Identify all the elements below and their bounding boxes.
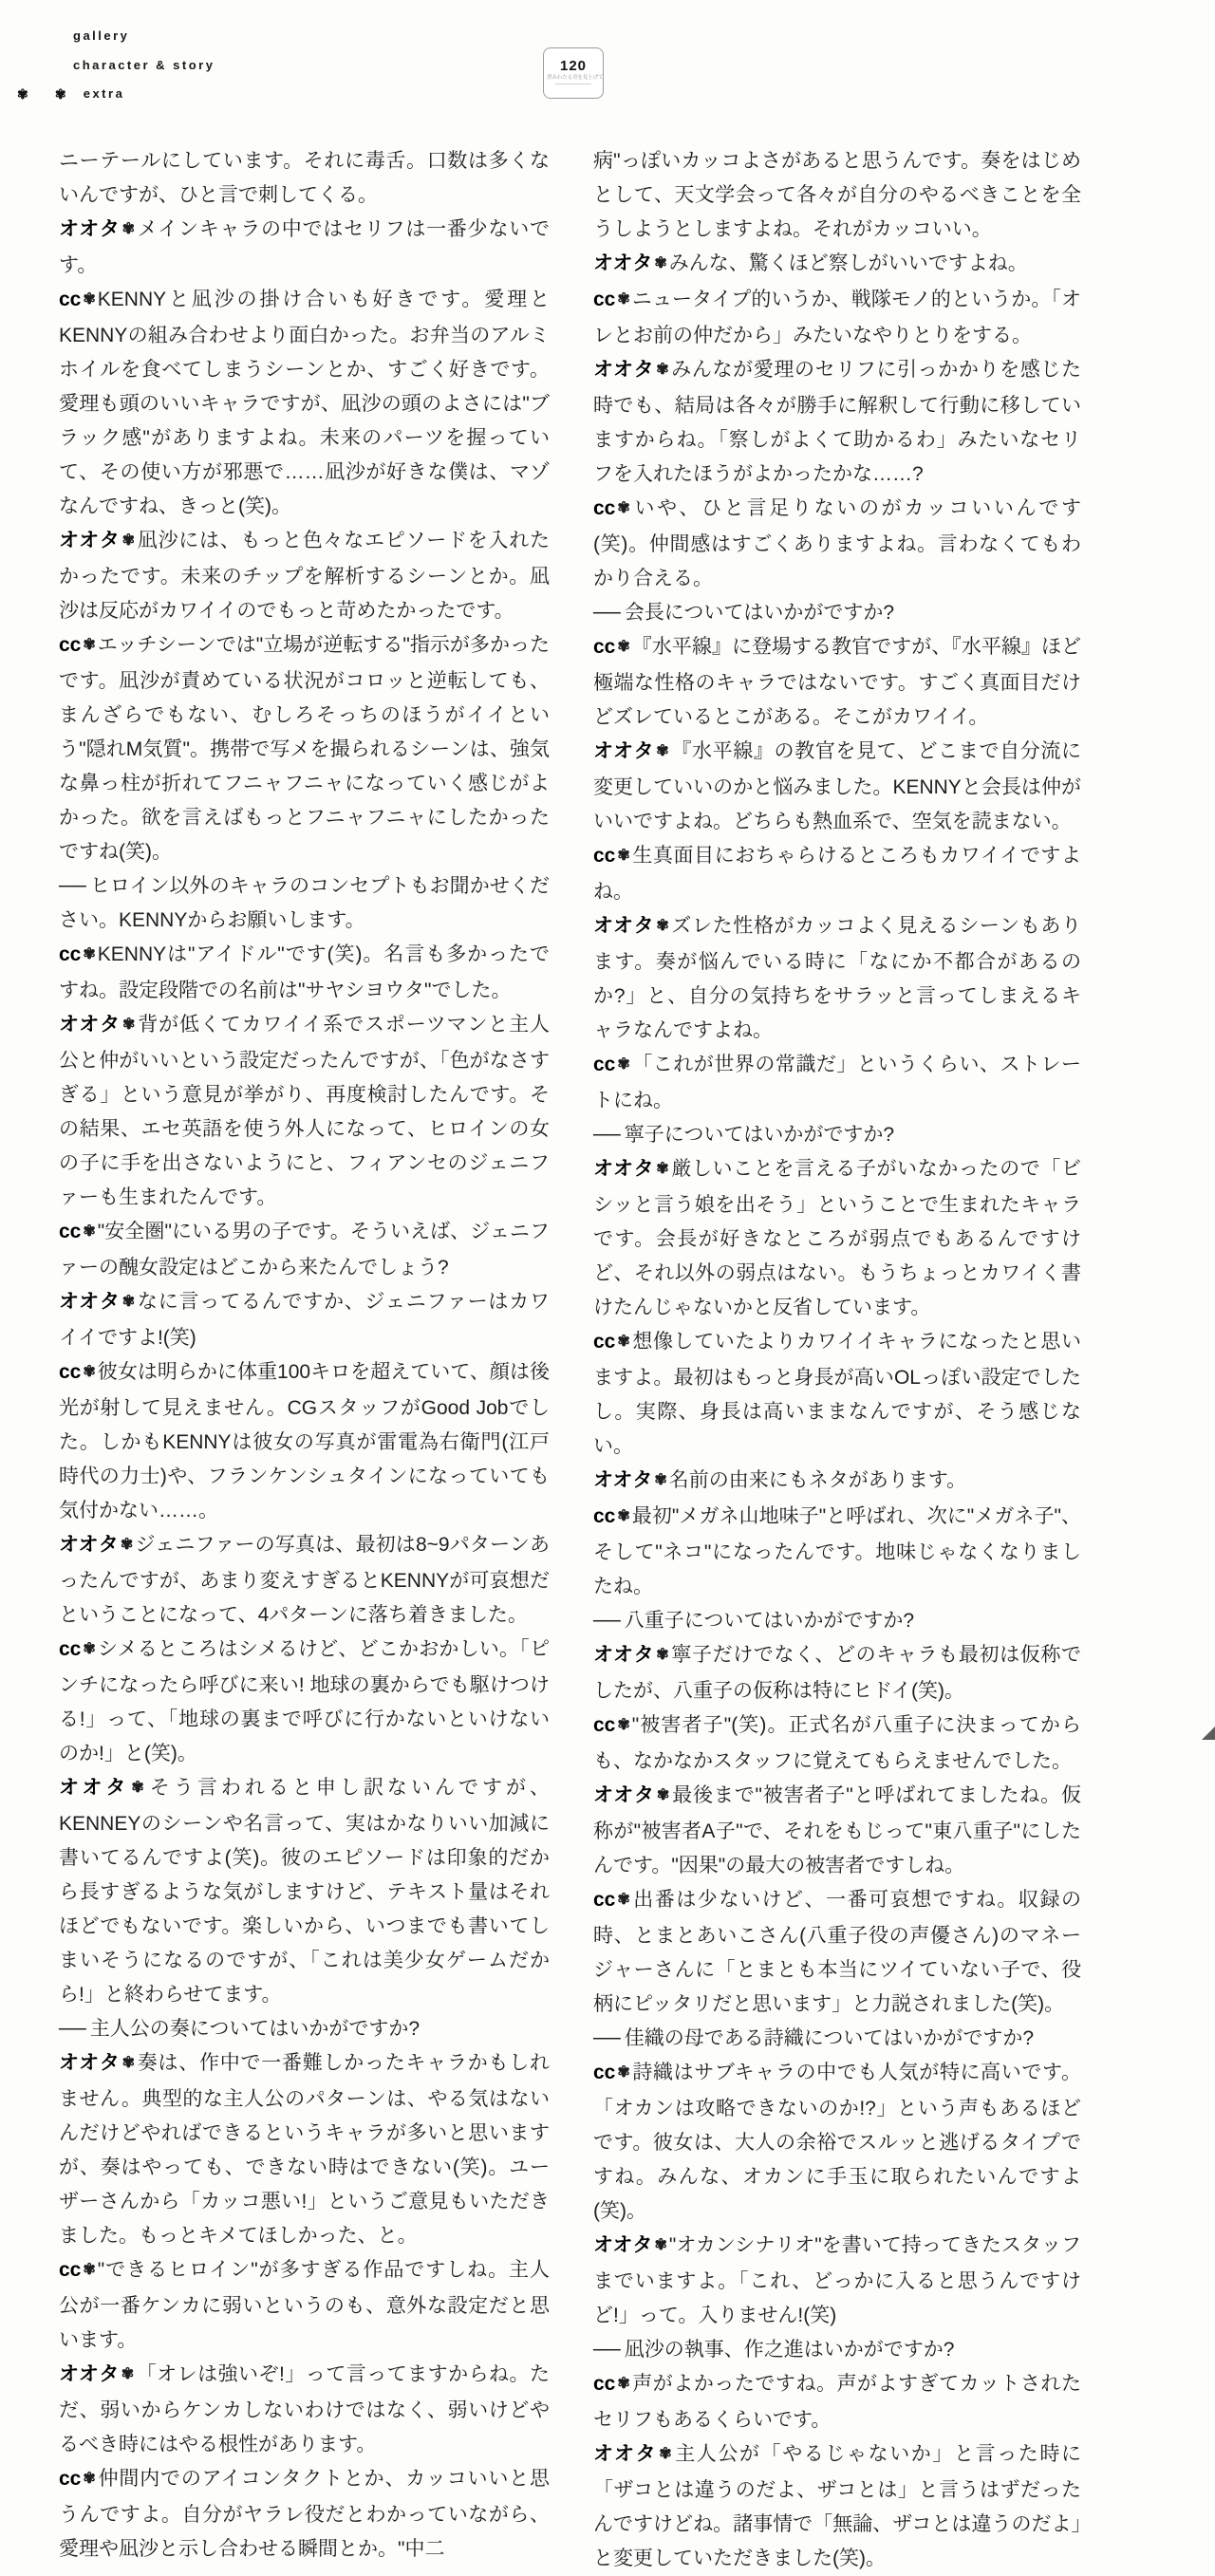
speaker-label: オオタ [59,1014,121,1036]
speaker-flower-icon: ✾ [617,1334,630,1350]
speaker-label: オオタ [593,2443,658,2465]
speaker-flower-icon: ✾ [83,1223,96,1240]
paragraph-text: 会長についてはいかがですか? [624,602,895,624]
paragraph-text: いや、ひと言足りないのがカッコいいんです(笑)。仲間感はすごくありますよね。言わなくてもわかり合える。 [593,497,1081,589]
speaker-flower-icon: ✾ [83,2471,96,2487]
speaker-label: オオタ [593,1158,655,1180]
paragraph-text: ニュータイプ的いうか、戦隊モノ的というか。「オレとお前の仲だから」みたいなやりとりをする。 [593,289,1081,346]
flower-icon: ✾ [54,86,66,102]
paragraph-text: 「これが世界の常識だ」というくらい、ストレートにね。 [593,1054,1081,1111]
paragraph-text: 想像していたよりカワイイキャラになったと思いますよ。最初はもっと身長が高いOLっぽい設定でしたし。実際、身長は高いままなんですが、そう感じない。 [593,1331,1081,1457]
nav-label: gallery [73,28,130,43]
speaker-label: cc [593,497,616,519]
page-number-badge [543,47,604,99]
paragraph-text: 出番は少ないけど、一番可哀想ですね。収録の時、とまとあいこさん(八重子役の声優さん)のマネージャーさんに「とまとも本当にツイていない子で、役柄にピッタリだと思います」と力説されました(笑)。 [593,1889,1081,2015]
speaker-flower-icon: ✾ [83,2262,96,2278]
speaker-label: cc [59,1221,82,1242]
paragraph-text: 生真面目におちゃらけるところもカワイイですよね。 [593,845,1081,903]
paragraph-text: 凪沙の執事、作之進はいかがですか? [624,2339,955,2361]
speaker-label: cc [593,845,616,867]
paragraph [593,1500,1081,1604]
speaker-flower-icon: ✾ [120,1537,134,1553]
speaker-flower-icon: ✾ [617,639,630,655]
paragraph-text: シメるところはシメるけど、どこかおかしい。「ピンチになったら呼びに来い! 地球の裏からでも駆けつける!」って、「地球の裏まで呼びに行かないといけないのか!」と(笑)。 [59,1638,550,1764]
paragraph [59,144,550,213]
interviewer-dash-icon: ── [593,1610,620,1632]
paragraph [593,144,1081,247]
speaker-flower-icon: ✾ [83,291,96,308]
paragraph-text: 詩織はサブキャラの中でも人気が特に高いです。「オカンは攻略できないのか!?」という声もあるほどです。彼女は、大人の余裕でスルッと逃げるタイプですね。みんな、オカンに手玉に取られたいんですよ(笑)。 [593,2062,1081,2222]
paragraph-text: みんな、驚くほど察しがいいですよね。 [668,252,1028,274]
speaker-label: cc [59,634,82,656]
paragraph-text: そう言われると申し訳ないんですが、KENNEYのシーンや名言って、実はかなりいい加減に書いてるんですよ(笑)。彼のエピソードは印象的だから長すぎるような気がしますけど、テキスト量はそれほどでもないです。楽しいから、いつまでも書いてしまいそうになるのですが、「これは美少女ゲームだから!」と終わらせてます。 [59,1777,550,2006]
speaker-flower-icon: ✾ [656,743,669,759]
paragraph [59,2358,550,2462]
speaker-flower-icon: ✾ [617,500,630,516]
speaker-label: cc [59,1361,82,1383]
paragraph-text: "できるヒロイン"が多すぎる作品ですしね。主人公が一番ケンカに弱いというのも、意外な設定だと思います。 [59,2259,550,2351]
paragraph-text: "オカンシナリオ"を書いて持ってきたスタッフまでいますよ。「これ、どっかに入ると思うんですけど!」って。入りません!(笑) [593,2234,1082,2326]
paragraph-text: エッチシーンでは"立場が逆転する"指示が多かったです。凪沙が責めている状況がコロッと逆転しても、まんざらでもない、むしろそっちのほうがイイという"隠れM気質"。携帯で写メを撮られるシーンは、強気な鼻っ柱が折れてフニャフニャになっていく感じがよかった。欲を言えばもっとフニャフニャにしたかったですね(笑)。 [59,634,550,863]
page-number: 120 [559,58,588,74]
paragraph-text: 仲間内でのアイコンタクトとか、カッコいいと思うんですよ。自分がヤラレ役だとわかっていながら、愛理や凪沙と示し合わせる瞬間とか。"中二 [59,2468,550,2560]
paragraph [593,2437,1081,2576]
speaker-flower-icon: ✾ [131,1780,144,1796]
speaker-label: オオタ [593,359,655,381]
speaker-label: cc [59,2259,82,2281]
paragraph [593,839,1081,909]
speaker-flower-icon: ✾ [659,2446,672,2462]
speaker-label: オオタ [59,1291,121,1313]
paragraph-text: 声がよかったですね。声がよすぎてカットされたセリフもあるくらいです。 [593,2373,1081,2431]
speaker-flower-icon: ✾ [617,1717,630,1733]
speaker-label: cc [59,2468,82,2490]
paragraph [593,1464,1081,1500]
speaker-label: オオタ [59,530,121,551]
paragraph [593,1779,1081,1883]
speaker-label: オオタ [593,1469,653,1491]
interviewer-dash-icon: ── [593,2339,620,2361]
paragraph-text: ジェニファーの写真は、最初は8~9パターンあったんですが、あまり変えすぎるとKENNYが可哀想だということになって、4パターンに落ち着きました。 [59,1534,550,1626]
paragraph [59,938,550,1008]
speaker-label: オオタ [59,1534,119,1556]
paragraph [593,2022,1081,2056]
paragraph [593,596,1081,630]
speaker-flower-icon: ✾ [656,362,669,378]
paragraph [59,2462,550,2567]
speaker-flower-icon: ✾ [617,1892,630,1908]
speaker-label: cc [59,289,82,310]
speaker-label: cc [593,1331,616,1353]
interviewer-dash-icon: ── [59,2018,85,2040]
paragraph-text: 厳しいことを言える子がいなかったので「ビシッと言う娘を出そう」ということで生まれたキャラです。会長が好きなところが弱点でもあるんですけど、それ以外の弱点はない。もうちょっとカワイく書けたんじゃないかと反省しています。 [593,1158,1082,1318]
speaker-flower-icon: ✾ [656,1787,670,1803]
paragraph-text: 名前の由来にもネタがあります。 [668,1469,967,1491]
paragraph [59,283,550,524]
speaker-flower-icon: ✾ [617,1056,630,1073]
speaker-flower-icon: ✾ [121,2366,135,2382]
speaker-flower-icon: ✾ [83,1364,96,1380]
speaker-flower-icon: ✾ [617,1508,630,1524]
paragraph [593,2229,1081,2333]
nav-label: extra [83,86,125,101]
paragraph-text: 『水平線』の教官を見て、どこまで自分流に変更していいのかと悩みました。KENNYと会長は仲がいいですよね。どちらも熱血系で、空気を読まない。 [593,740,1081,832]
paragraph [593,492,1081,596]
speaker-label: オオタ [593,740,655,762]
paragraph-text: 「オレは強いぞ!」って言ってますからね。ただ、弱いからケンカしないわけではなく、弱いけどやるべき時にはやる根性があります。 [59,2363,550,2455]
paragraph [593,1883,1081,2022]
speaker-label: オオタ [593,252,653,274]
paragraph [59,628,550,869]
paragraph-text: ニーテールにしています。それに毒舌。口数は多くないんですが、ひと言で刺してくる。 [59,150,550,206]
speaker-flower-icon: ✾ [122,2055,136,2071]
paragraph [593,2056,1081,2229]
paragraph [59,213,550,283]
speaker-label: cc [593,1054,616,1075]
paragraph [593,630,1081,735]
speaker-flower-icon: ✾ [617,2064,630,2081]
page-corner-mark [1202,1727,1215,1740]
nav-item-extra [17,86,124,103]
speaker-label: オオタ [593,1644,655,1666]
speaker-label: cc [593,1889,616,1911]
speaker-label: オオタ [59,1777,130,1799]
paragraph [593,1604,1081,1638]
speaker-flower-icon: ✾ [617,848,630,864]
paragraph-text: 八重子についてはいかがですか? [624,1610,915,1632]
speaker-flower-icon: ✾ [656,1161,669,1177]
speaker-label: オオタ [593,1784,655,1806]
paragraph-text: 寧子についてはいかがですか? [624,1124,895,1146]
speaker-flower-icon: ✾ [656,918,669,934]
paragraph [593,247,1081,283]
speaker-flower-icon: ✾ [617,291,630,308]
flower-icon: ✾ [17,86,28,102]
speaker-label: cc [593,1714,616,1736]
paragraph [59,1215,550,1285]
speaker-flower-icon: ✾ [656,1647,669,1663]
speaker-label: cc [59,1638,82,1660]
speaker-flower-icon: ✾ [654,1472,667,1488]
nav-label: character & story [73,58,215,72]
paragraph-text: ズレた性格がカッコよく見えるシーンもあります。奏が悩んでいる時に「なにか不都合があるのか?」と、自分の気持ちをサラッと言ってしまえるキャラなんですよね。 [593,915,1081,1041]
speaker-flower-icon: ✾ [122,1294,136,1310]
speaker-label: cc [593,1505,616,1527]
paragraph-text: なに言ってるんですか、ジェニファーはカワイイですよ!(笑) [59,1291,550,1349]
paragraph-text: 寧子だけでなく、どのキャラも最初は仮称でしたが、八重子の仮称は特にヒドイ(笑)。 [593,1644,1081,1702]
speaker-label: cc [593,289,616,310]
paragraph-text: 最後まで"被害者子"と呼ばれてましたね。仮称が"被害者A子"で、それをもじって"東八重子"にしたんです。"因果"の最大の被害者ですしね。 [593,1784,1081,1876]
speaker-flower-icon: ✾ [122,221,136,237]
speaker-flower-icon: ✾ [83,946,96,962]
paragraph-text: 主人公が「やるじゃないか」と言った時に「ザコとは違うのだよ、ザコとは」と言うはずだったんですけどね。諸事情で「無論、ザコとは違うのだよ」と変更していただきました(笑)。 [593,2443,1082,2569]
paragraph [593,283,1081,353]
interviewer-dash-icon: ── [593,2027,620,2049]
paragraph-text: ヒロイン以外のキャラのコンセプトもお聞かせください。KENNYからお願いします。 [59,875,550,931]
speaker-flower-icon: ✾ [654,255,667,271]
paragraph-text: KENNYと凪沙の掛け合いも好きです。愛理とKENNYの組み合わせより面白かった。お弁当のアルミホイルを食べてしまうシーンとか、すごく好きです。愛理も頭のいいキャラですが、凪沙の頭のよさには"ブラック感"がありますよね。未来のパーツを握っていて、その使い方が邪悪で……凪沙が好きな僕は、マゾなんですね、きっと(笑)。 [59,289,550,517]
speaker-flower-icon: ✾ [122,532,136,549]
paragraph [59,2012,550,2046]
paragraph-text: 『水平線』に登場する教官ですが、『水平線』ほど極端な性格のキャラではないです。すごく真面目だけどズレているとこがある。そこがカワイイ。 [593,636,1081,728]
paragraph-text: 背が低くてカワイイ系でスポーツマンと主人公と仲がいいという設定だったんですが、「色がなさすぎる」という意見が挙がり、再度検討したんです。その結果、エセ英語を使う外人になって、ヒロインの女の子に手を出さないようにと、フィアンセのジェニファーも生まれたんです。 [59,1014,550,1208]
paragraph [593,909,1081,1048]
paragraph [59,1008,550,1215]
paragraph [593,1325,1081,1464]
paragraph-text: メインキャラの中ではセリフは一番少ないです。 [59,218,550,276]
speaker-flower-icon: ✾ [617,2376,630,2392]
interviewer-dash-icon: ── [593,602,620,624]
paragraph-text: 最初"メガネ山地味子"と呼ばれ、次に"メガネ子"、そして"ネコ"になったんです。地味じゃなくなりましたね。 [593,1505,1081,1597]
paragraph-text: 彼女は明らかに体重100キロを超えていて、顔は後光が射して見えません。CGスタッフがGood Jobでした。しかもKENNYは彼女の写真が雷電為右衛門(江戸時代の力士)や、フランケンシュタインになっていても気付かない……。 [59,1361,550,1521]
speaker-flower-icon: ✾ [122,1017,136,1033]
speaker-label: cc [59,943,82,965]
paragraph [593,735,1081,839]
nav-item-gallery [73,28,129,43]
badge-microtext: 澄みわたる青を見上げて [547,75,604,81]
speaker-flower-icon: ✾ [83,1641,96,1657]
paragraph-text: 病"っぽいカッコよさがあると思うんです。奏をはじめとして、天文学会って各々が自分のやるべきことを全うしようとしますよね。それがカッコいい。 [593,150,1081,240]
nav-item-character-story [73,58,215,72]
speaker-label: cc [593,2373,616,2395]
paragraph [59,1633,550,1771]
paragraph [59,1285,550,1355]
speaker-label: オオタ [59,218,121,240]
interviewer-dash-icon: ── [593,1124,620,1146]
speaker-label: オオタ [593,2234,653,2256]
paragraph [59,2046,550,2253]
paragraph-text: 佳織の母である詩織についてはいかがですか? [624,2027,1035,2049]
paragraph-text: みんなが愛理のセリフに引っかかりを感じた時でも、結局は各々が勝手に解釈して行動に移していますからね。「察しがよくて助かるわ」みたいなセリフを入れたほうがよかったかな……? [593,359,1082,485]
paragraph-text: 凪沙には、もっと色々なエピソードを入れたかったです。未来のチップを解析するシーンとか。凪沙は反応がカワイイのでもっと苛めたかったです。 [59,530,551,622]
paragraph [593,2367,1081,2437]
paragraph [593,1118,1081,1152]
article-column-right [593,144,1081,2576]
paragraph [59,524,550,628]
paragraph [593,1638,1081,1708]
speaker-label: オオタ [59,2052,121,2074]
speaker-flower-icon: ✾ [654,2237,667,2253]
paragraph [59,1771,550,2012]
paragraph [593,2333,1081,2367]
interviewer-dash-icon: ── [59,875,85,897]
paragraph [593,353,1081,492]
paragraph [593,1048,1081,1118]
article-column-left [59,144,550,2567]
paragraph [59,869,550,938]
speaker-flower-icon: ✾ [83,637,96,653]
speaker-label: cc [593,2062,616,2083]
paragraph-text: 奏は、作中で一番難しかったキャラかもしれません。典型的な主人公のパターンは、やる気はないんだけどやればできるというキャラが多いと思いますが、奏はやっても、できない時はできない(笑)。ユーザーさんから「カッコ悪い!」というご意見もいただきました。もっとキメてほしかった、と。 [59,2052,551,2247]
paragraph-text: "被害者子"(笑)。正式名が八重子に決まってからも、なかなかスタッフに覚えてもらえませんでした。 [593,1714,1081,1772]
paragraph [593,1152,1081,1325]
paragraph [593,1708,1081,1779]
paragraph-text: KENNYは"アイドル"です(笑)。名言も多かったですね。設定段階での名前は"サヤシヨウタ"でした。 [59,943,550,1001]
paragraph [59,1355,550,1528]
paragraph-text: 主人公の奏についてはいかがですか? [89,2018,421,2040]
paragraph [59,1528,550,1633]
paragraph-text: "安全圏"にいる男の子です。そういえば、ジェニファーの醜女設定はどこから来たんでしょう? [59,1221,550,1279]
speaker-label: cc [593,636,616,658]
speaker-label: オオタ [593,915,655,937]
paragraph [59,2253,550,2358]
speaker-label: オオタ [59,2363,120,2385]
